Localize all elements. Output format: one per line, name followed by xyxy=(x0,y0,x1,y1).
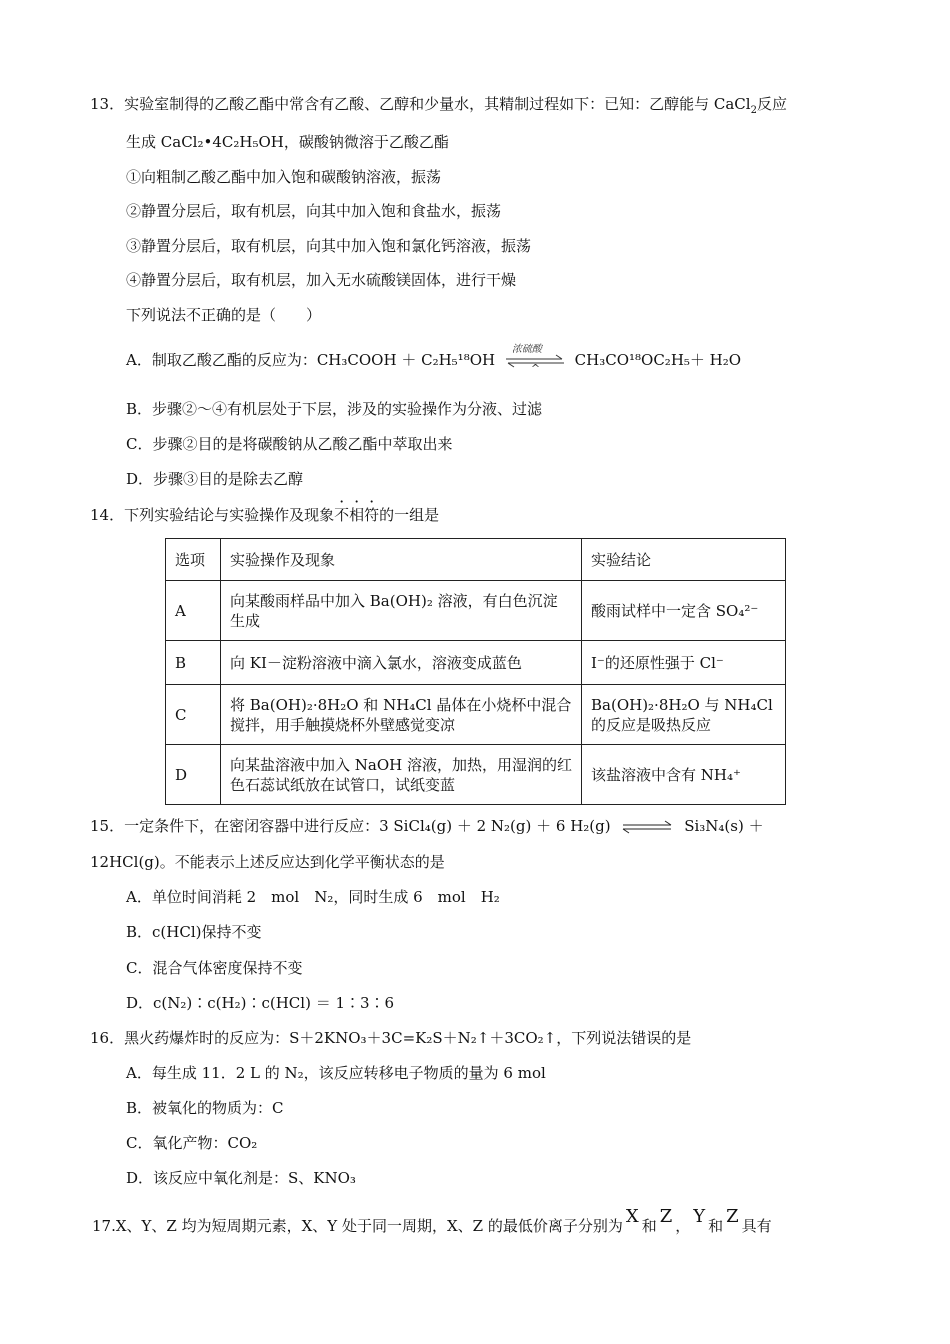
q14-stem: 14．下列实验结论与实验操作及现象不相符的一组是 xyxy=(90,506,440,524)
q13-question: 下列说法不正确的是（ ） xyxy=(126,306,322,324)
q13-step-4: ④静置分层后，取有机层，加入无水硫酸镁固体，进行干燥 xyxy=(126,271,517,289)
q13-step-2: ②静置分层后，取有机层，向其中加入饱和食盐水，振荡 xyxy=(126,202,502,220)
q16-option-d: D．该反应中氧化剂是：S、KNO₃ xyxy=(126,1169,356,1187)
q15-option-a: A．单位时间消耗 2 mol N₂，同时生成 6 mol H₂ xyxy=(126,888,500,906)
experiment-table xyxy=(165,538,786,805)
q16-option-c: C．氧化产物：CO₂ xyxy=(126,1134,258,1152)
table-header-cell: 实验结论 xyxy=(582,539,786,581)
reversible-arrow-icon: 浓硫酸 ^ xyxy=(504,351,566,371)
table-cell-operation: 向某盐溶液中加入 NaOH 溶液，加热，用湿润的红色石蕊试纸放在试管口，试纸变蓝 xyxy=(221,745,582,805)
table-row xyxy=(166,685,786,745)
table-cell-conclusion: I⁻的还原性强于 Cl⁻ xyxy=(582,641,786,685)
q13-option-d: D．步骤③目的是除去乙醇 xyxy=(126,470,304,488)
q13-stem-line2: 生成 CaCl₂•4C₂H₅OH，碳酸钠微溶于乙酸乙酯 xyxy=(126,133,449,151)
table-cell-conclusion: 该盐溶液中含有 NH₄⁺ xyxy=(582,745,786,805)
q13-step-1: ①向粗制乙酸乙酯中加入饱和碳酸钠溶液，振荡 xyxy=(126,168,442,186)
q13-number: 13． xyxy=(90,95,125,113)
q15-stem-line1: 15．一定条件下，在密闭容器中进行反应：3 SiCl₄(g) ＋ 2 N₂(g) ＋ 6 H₂(g) Si₃N₄(s) ＋ xyxy=(90,817,764,835)
table-header-cell: 实验操作及现象 xyxy=(221,539,582,581)
table-row xyxy=(166,641,786,685)
q15-option-b: B．c(HCl)保持不变 xyxy=(126,923,262,941)
table-cell-operation: 将 Ba(OH)₂·8H₂O 和 NH₄Cl 晶体在小烧杯中混合搅拌，用手触摸烧杯外壁感觉变凉 xyxy=(221,685,582,745)
q15-option-d: D．c(N₂)∶c(H₂)∶c(HCl) ＝ 1∶3∶6 xyxy=(126,994,395,1012)
table-header-cell: 选项 xyxy=(166,539,221,581)
q13-option-a: A．制取乙酸乙酯的反应为：CH₃COOH ＋ C₂H₅¹⁸OH 浓硫酸 ^ CH₃CO¹⁸OC₂H₅＋ H₂O xyxy=(126,344,742,375)
q15-option-c: C．混合气体密度保持不变 xyxy=(126,959,303,977)
table-cell-option: A xyxy=(166,581,221,641)
q13-stem-line1: 13．实验室制得的乙酸乙酯中常含有乙酸、乙醇和少量水，其精制过程如下：已知：乙醇能与 CaCl$_2$反应 xyxy=(90,95,787,116)
q15-number: 15． xyxy=(90,817,125,835)
q15-stem-line2: 12HCl(g)。不能表示上述反应达到化学平衡状态的是 xyxy=(90,853,445,871)
table-row xyxy=(166,745,786,805)
table-cell-option: C xyxy=(166,685,221,745)
q16-number: 16． xyxy=(90,1029,125,1047)
table-cell-option: D xyxy=(166,745,221,805)
q16-stem: 16．黑火药爆炸时的反应为：S＋2KNO₃＋3C=K₂S＋N₂↑＋3CO₂↑，下列说法错误的是 xyxy=(90,1029,692,1047)
q16-option-b: B．被氧化的物质为：C xyxy=(126,1099,284,1117)
table-cell-operation: 向某酸雨样品中加入 Ba(OH)₂ 溶液，有白色沉淀生成 xyxy=(221,581,582,641)
table-row xyxy=(166,581,786,641)
table-cell-conclusion: Ba(OH)₂·8H₂O 与 NH₄Cl 的反应是吸热反应 xyxy=(582,685,786,745)
q13-step-3: ③静置分层后，取有机层，向其中加入饱和氯化钙溶液，振荡 xyxy=(126,237,532,255)
table-cell-option: B xyxy=(166,641,221,685)
table-header-row xyxy=(166,539,786,581)
q17-stem: 17.X、Y、Z 均为短周期元素，X、Y 处于同一周期，X、Z 的最低价离子分别为 X 和 Z ， Y 和 Z 具有 xyxy=(92,1206,772,1235)
equilibrium-arrow-icon xyxy=(621,820,673,834)
q13-option-b: B．步骤②～④有机层处于下层，涉及的实验操作为分液、过滤 xyxy=(126,400,543,418)
q14-number: 14． xyxy=(90,506,125,524)
q13-option-c: C．步骤②目的是将碳酸钠从乙酸乙酯中萃取出来 xyxy=(126,435,453,453)
q16-option-a: A．每生成 11．2 L 的 N₂，该反应转移电子物质的量为 6 mol xyxy=(126,1064,546,1082)
table-cell-conclusion: 酸雨试样中一定含 SO₄²⁻ xyxy=(582,581,786,641)
table-cell-operation: 向 KI－淀粉溶液中滴入氯水，溶液变成蓝色 xyxy=(221,641,582,685)
